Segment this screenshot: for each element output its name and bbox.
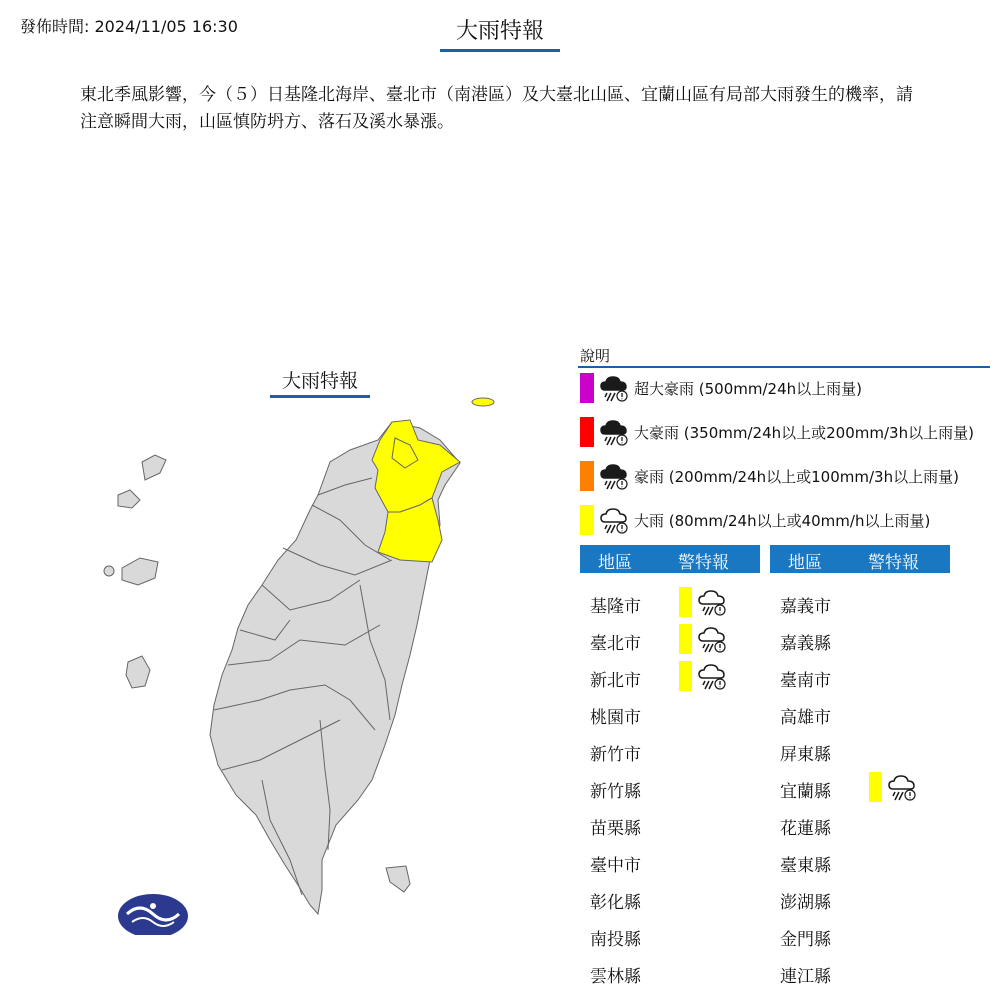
legend-label: 大雨 (80mm/24h以上或40mm/h以上雨量) (634, 511, 931, 530)
rain-outline-icon (696, 623, 728, 655)
penghu-island-3 (122, 558, 158, 585)
county-name: 基隆市 (590, 597, 641, 617)
county-name: 雲林縣 (590, 967, 641, 987)
county-name: 金門縣 (780, 930, 831, 950)
county-name: 臺南市 (780, 671, 831, 691)
county-name: 嘉義市 (780, 597, 831, 617)
legend-swatch (580, 461, 594, 491)
legend-divider (578, 366, 990, 368)
legend-swatch (580, 373, 594, 403)
warning-level-bar (679, 624, 692, 654)
cwa-logo-icon (118, 894, 188, 935)
pengjia-islet (472, 398, 494, 406)
county-name: 桃園市 (590, 708, 641, 728)
county-name: 南投縣 (590, 930, 641, 950)
county-name: 新竹市 (590, 745, 641, 765)
penghu-island-5 (126, 656, 150, 688)
county-name: 屏東縣 (780, 745, 831, 765)
table-header-left (580, 545, 760, 573)
heavy-rain-icon (598, 460, 630, 492)
county-name: 苗栗縣 (590, 819, 641, 839)
county-name: 新北市 (590, 671, 641, 691)
green-island (386, 866, 410, 892)
rain-outline-icon (696, 586, 728, 618)
table-header-right (770, 545, 950, 573)
legend-title: 說明 (580, 347, 611, 365)
heavy-rain-icon (598, 416, 630, 448)
taiwan-map (95, 385, 505, 935)
county-name: 連江縣 (780, 967, 831, 987)
legend-swatch (580, 505, 594, 535)
page-title: 大雨特報 (440, 14, 560, 52)
county-name: 嘉義縣 (780, 634, 831, 654)
warning-level-bar (869, 772, 882, 802)
county-name: 臺中市 (590, 856, 641, 876)
legend-label: 超大豪雨 (500mm/24h以上雨量) (634, 379, 862, 398)
county-name: 臺東縣 (780, 856, 831, 876)
column-region-right: 地區 (788, 553, 822, 573)
warning-area-north (372, 420, 460, 512)
penghu-island-2 (118, 490, 140, 508)
county-name: 臺北市 (590, 634, 641, 654)
county-name: 花蓮縣 (780, 819, 831, 839)
rain-outline-icon (886, 771, 918, 803)
legend-item (580, 505, 930, 535)
penghu-islands (142, 455, 166, 480)
legend-item (580, 417, 974, 447)
county-name: 澎湖縣 (780, 893, 831, 913)
county-name: 彰化縣 (590, 893, 641, 913)
warning-level-bar (679, 661, 692, 691)
publish-time: 發佈時間: 2024/11/05 16:30 (20, 17, 238, 36)
legend-swatch (580, 417, 594, 447)
legend-label: 大豪雨 (350mm/24h以上或200mm/3h以上雨量) (634, 423, 974, 442)
legend-item (580, 373, 862, 403)
county-name: 宜蘭縣 (780, 782, 831, 802)
column-region-left: 地區 (598, 553, 632, 573)
rain-outline-icon (598, 504, 630, 536)
county-name: 高雄市 (780, 708, 831, 728)
warning-level-bar (679, 587, 692, 617)
map-title: 大雨特報 (270, 366, 370, 398)
legend-item (580, 461, 959, 491)
warning-description: 東北季風影響，今（５）日基隆北海岸、臺北市（南港區）及大臺北山區、宜蘭山區有局部大雨發生的機率，請注意瞬間大雨，山區慎防坍方、落石及溪水暴漲。 (80, 85, 913, 132)
legend-label: 豪雨 (200mm/24h以上或100mm/3h以上雨量) (634, 467, 959, 486)
heavy-rain-icon (598, 372, 630, 404)
column-warning-right: 警特報 (868, 553, 919, 573)
county-name: 新竹縣 (590, 782, 641, 802)
column-warning-left: 警特報 (678, 553, 729, 573)
rain-outline-icon (696, 660, 728, 692)
penghu-island-4 (104, 566, 114, 576)
